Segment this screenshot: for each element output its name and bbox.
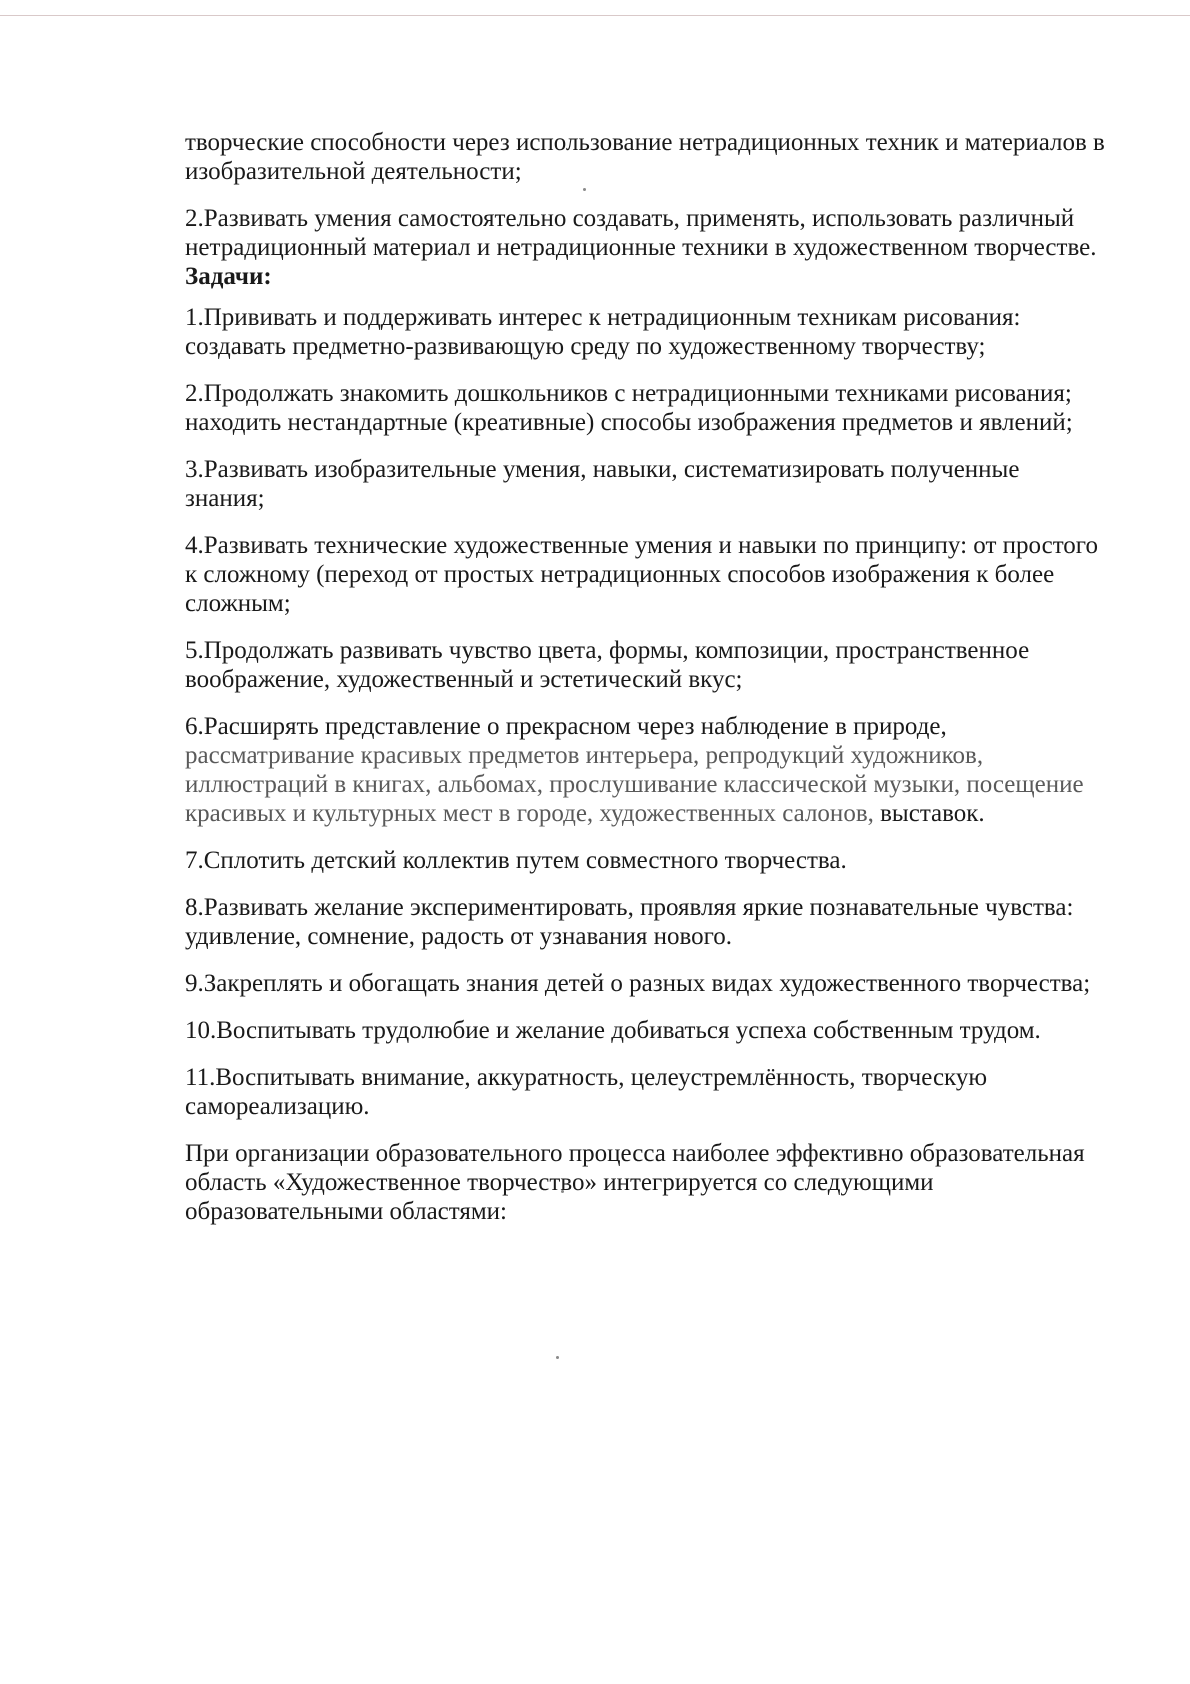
task-6-line-1: 6.Расширять представление о прекрасном через наблюдение в природе, xyxy=(185,713,947,740)
task-item-3: 3.Развивать изобразительные умения, навыки, систематизировать полученные знания; xyxy=(185,456,1020,512)
task-6-middle: рассматривание красивых предметов интерьера, репродукций художников, иллюстраций в книгах, альбомах, прослушивание классической музыки, посещение красивых и культурных мест в городе, художественных салонов, xyxy=(185,742,1084,827)
task-item-8: 8.Развивать желание экспериментировать, проявляя яркие познавательные чувства: удивление, сомнение, радость от узнавания нового. xyxy=(185,894,1074,950)
task-6-end: выставок. xyxy=(880,800,985,827)
closing-paragraph: При организации образовательного процесса наиболее эффективно образовательная область «Художественное творчество» интегрируется со следующими образовательными областями: xyxy=(185,1140,1085,1225)
task-item-1: 1.Прививать и поддерживать интерес к нетрадиционным техникам рисования: создавать предметно-развивающую среду по художественному творчеству; xyxy=(185,304,1021,360)
task-item-4: 4.Развивать технические художественные умения и навыки по принципу: от простого к сложному (переход от простых нетрадиционных способов изображения к более сложным; xyxy=(185,532,1098,617)
document-page xyxy=(185,128,1105,1244)
task-item-5: 5.Продолжать развивать чувство цвета, формы, композиции, пространственное воображение, художественный и эстетический вкус; xyxy=(185,637,1030,693)
task-item-9: 9.Закреплять и обогащать знания детей о разных видах художественного творчества; xyxy=(185,970,1091,997)
task-item-10: 10.Воспитывать трудолюбие и желание добиваться успеха собственным трудом. xyxy=(185,1017,1041,1044)
task-item-7: 7.Сплотить детский коллектив путем совместного творчества. xyxy=(185,847,847,874)
scan-speck xyxy=(556,1356,559,1359)
task-item-2: 2.Продолжать знакомить дошкольников с нетрадиционными техниками рисования; находить нестандартные (креативные) способы изображения предметов и явлений; xyxy=(185,380,1073,436)
task-item-11: 11.Воспитывать внимание, аккуратность, целеустремлённость, творческую самореализацию. xyxy=(185,1064,988,1120)
paragraph-goal-2: 2.Развивать умения самостоятельно создавать, применять, использовать различный нетрадиционный материал и нетрадиционные техники в художественном творчестве. xyxy=(185,205,1097,261)
paragraph-goal-continuation: творческие способности через использование нетрадиционных техник и материалов в изобразительной деятельности; xyxy=(185,129,1105,185)
tasks-heading: Задачи: xyxy=(185,263,272,290)
task-item-6 xyxy=(185,712,1105,828)
scan-edge-line xyxy=(0,15,1190,16)
